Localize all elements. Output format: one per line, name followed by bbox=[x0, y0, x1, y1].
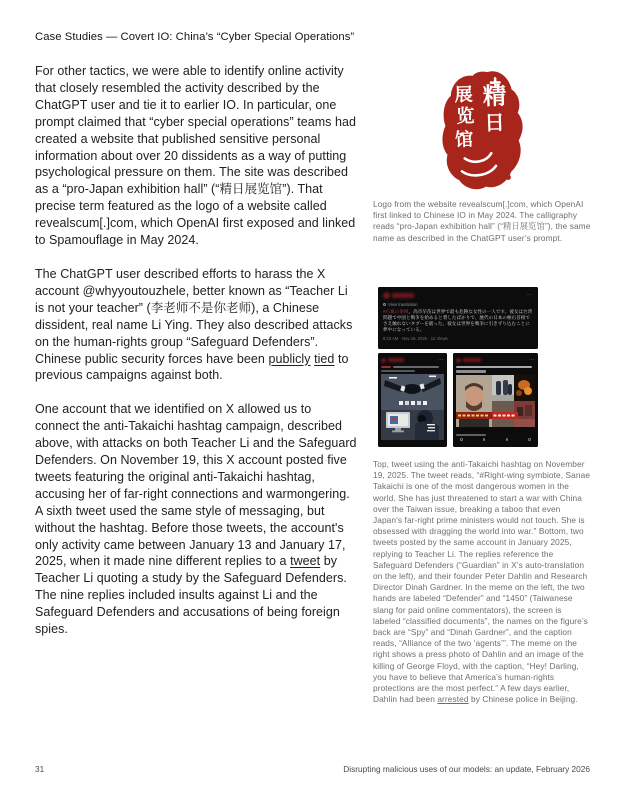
caption-text: by Chinese police in Beijing. bbox=[468, 694, 578, 705]
more-options-icon: ⋯ bbox=[529, 356, 535, 363]
link-publicly[interactable]: publicly bbox=[268, 351, 311, 366]
redacted-text-line bbox=[456, 370, 535, 372]
redacted-timestamp-line bbox=[456, 434, 535, 436]
redacted-text-line bbox=[381, 366, 444, 368]
tweet-screenshots-figure bbox=[378, 287, 538, 447]
link-tweet[interactable]: tweet bbox=[290, 554, 321, 569]
paragraph-text: to previous campaigns against both. bbox=[35, 351, 349, 383]
hashtag-anti-takaichi: #右翼の象徴 bbox=[383, 309, 409, 314]
seal-char-lan: 览 bbox=[455, 105, 475, 128]
tweet-card-bottom-right bbox=[453, 353, 538, 447]
more-options-icon: ⋯ bbox=[438, 356, 444, 363]
seal-logo-image bbox=[431, 68, 535, 192]
paragraph-1 bbox=[35, 63, 358, 249]
page-number: 31 bbox=[35, 764, 45, 774]
seal-char-jing: 精 bbox=[482, 81, 507, 111]
tweet-caption bbox=[373, 459, 591, 705]
more-options-icon: ⋯ bbox=[527, 291, 533, 298]
paragraph-text: The ChatGPT user described efforts to harass the X account @whyyoutouzhele, better known as “Teacher Li is not your teacher” (李老师不是你老师), a Chinese dissident, real name Li Ying. They also described attacks on the human-rights group “Safeguard Defenders”. Chinese public security forces have been bbox=[35, 266, 353, 366]
redacted-username bbox=[392, 293, 414, 298]
meme-caption-banner bbox=[456, 412, 518, 419]
seal-stamp-graphic bbox=[431, 68, 535, 192]
page-kicker: Case Studies — Covert IO: China’s “Cyber Special Operations” bbox=[35, 31, 355, 43]
tweet-card-bottom-left bbox=[378, 353, 447, 447]
tweet-body-text: 、高市早苗は世界で最も危険な女性の一人です。彼女は台湾問題で中国と戦争を始めると脅したばかりで、歴代の日本の極右首相でさえ触れないタブーを破った。彼女は世界を戦争に引きずり込むことに夢中になっている。 bbox=[383, 309, 533, 333]
avatar bbox=[381, 358, 386, 363]
link-arrested[interactable]: arrested bbox=[437, 694, 469, 705]
link-tied[interactable]: tied bbox=[314, 351, 335, 366]
dahlin-portrait bbox=[456, 375, 492, 427]
tweet-card-top bbox=[378, 287, 538, 349]
redacted-username bbox=[388, 358, 404, 362]
police-scene bbox=[492, 375, 514, 401]
agents-alliance-meme-image bbox=[381, 374, 444, 445]
dahlin-meme-image bbox=[456, 375, 535, 432]
translate-icon bbox=[383, 303, 386, 306]
seal-char-zhan: 展 bbox=[454, 84, 474, 107]
avatar bbox=[383, 292, 390, 299]
avatar bbox=[456, 358, 461, 363]
tweet-timestamp: 8:23 AM · Nov 19, 2025 · 12 Views bbox=[383, 335, 448, 341]
view-translation-label: View translation bbox=[388, 302, 418, 307]
tweet-text-japanese bbox=[383, 309, 533, 333]
paragraph-text: by Teacher Li quoting a study by the Safeguard Defenders. The nine replies included insults against Li and the Safeguard Defenders and accusations of being foreign spies. bbox=[35, 554, 347, 637]
redacted-username bbox=[463, 358, 481, 362]
redacted-text-line bbox=[381, 370, 444, 372]
footer-report-title: Disrupting malicious uses of our models: an update, February 2026 bbox=[343, 764, 590, 774]
seal-caption bbox=[373, 199, 591, 244]
paragraph-text: One account that we identified on X allowed us to connect the anti-Takaichi hashtag campaign, described above, with attacks on both Teacher Li and the Safeguard Defenders. On November 19, this X account posted five tweets featuring the original anti-Takaichi hashtag, accusing her of far-right connections and warmongering. A sixth tweet used the same style of messaging, but without the hashtag. Before those tweets, the account's only activity came between January 13 and January 17, 2025, when it made nine different replies to a bbox=[35, 402, 357, 569]
caption-text: Logo from the website revealscum[.]com, which OpenAI first linked to Chinese IO in May 2024. The calligraphy reads “pro-Japan exhibition hall” (“精日展览馆”), the same name as described in the ChatGPT user’s prompt. bbox=[373, 199, 591, 243]
engagement-icons-row bbox=[456, 438, 535, 441]
caption-text: Top, tweet using the anti-Takaichi hashtag on November 19, 2025. The tweet reads, “#Right-wing symbiote, Sanae Takaichi is one of the most dangerous women in the world. She has just threatened to start a war with China over the Taiwan issue, breaking a taboo that even Japan’s far-right prime ministers would not touch. She is obsessed with dragging the world into war.” Bottom, two tweets posted by the same account in January 2025, replying to Teacher Li. The replies reference the Safeguard Defenders (“Guardian” in X’s auto-translation on the left), and their founder Peter Dahlin and Research Director Dinah Gardner. In the meme on the left, the two hands are labeled “Defender” and “1450” (Taiwanese slang for paid online commentators), the screen is labeled “classified documents”, the names on the figure’s back are “Spy” and “Dinah Gardner”, and the caption reads, “Alliance of the two ‘agents’”. The meme on the right shows a press photo of Dahlin and an image of the killing of George Floyd, with the caption, “Hey! Darling, you have to believe that America’s human-rights protections are the most perfect.” A few days earlier, Dahlin had been bbox=[373, 459, 591, 705]
redacted-text-line bbox=[456, 366, 535, 368]
paragraph-3 bbox=[35, 401, 358, 638]
fire-scene bbox=[514, 375, 535, 401]
article-body bbox=[35, 63, 358, 655]
paragraph-2 bbox=[35, 266, 358, 384]
seal-char-guan: 馆 bbox=[454, 129, 474, 151]
paragraph-text: For other tactics, we were able to identify online activity that closely resembled the activity described by the ChatGPT user and tie it to earlier IO. In particular, one prompt claimed that “cyber special operations” teams had created a website that published sensitive personal information about over 20 dissidents as a way of putting psychological pressure on them. The site was described as a “pro-Japan exhibition hall” (“精日展览馆”). That precise term featured as the logo of a website called revealscum[.]com, which OpenAI first exposed and linked to Spamouflage in May 2024. bbox=[35, 64, 357, 248]
seal-char-ri: 日 bbox=[483, 110, 506, 135]
